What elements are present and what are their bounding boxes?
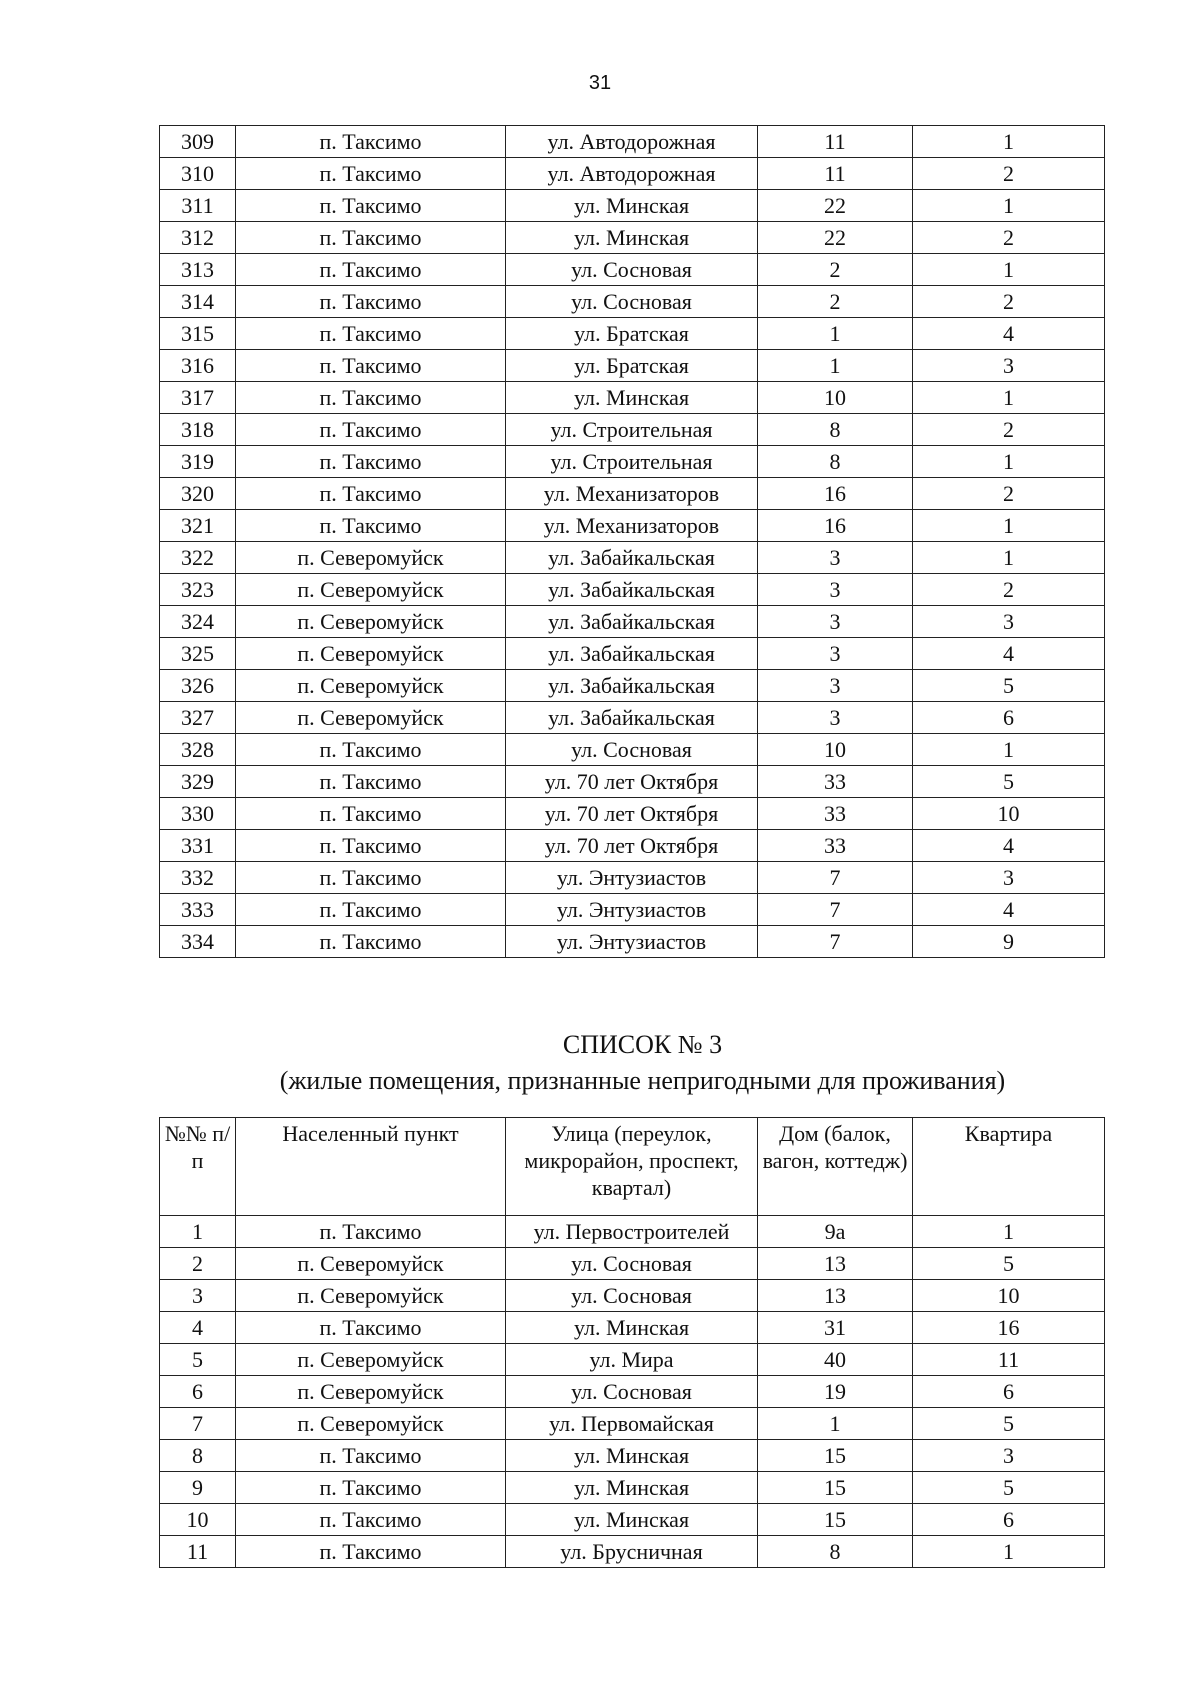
cell-number: 319 [160, 446, 236, 478]
cell-apartment: 1 [913, 734, 1105, 766]
cell-number: 316 [160, 350, 236, 382]
cell-settlement: п. Таксимо [236, 126, 506, 158]
cell-house: 3 [758, 542, 913, 574]
cell-number: 318 [160, 414, 236, 446]
cell-street: ул. Брусничная [506, 1536, 758, 1568]
cell-house: 19 [758, 1376, 913, 1408]
cell-settlement: п. Таксимо [236, 478, 506, 510]
cell-apartment: 1 [913, 1216, 1105, 1248]
cell-house: 22 [758, 222, 913, 254]
cell-house: 15 [758, 1504, 913, 1536]
cell-street: ул. Энтузиастов [506, 862, 758, 894]
table-row [160, 1472, 1105, 1504]
cell-street: ул. Забайкальская [506, 542, 758, 574]
table-row [160, 1408, 1105, 1440]
cell-number: 320 [160, 478, 236, 510]
cell-street: ул. Энтузиастов [506, 894, 758, 926]
cell-number: 312 [160, 222, 236, 254]
table-row [160, 542, 1105, 574]
cell-number: 314 [160, 286, 236, 318]
cell-apartment: 1 [913, 1536, 1105, 1568]
cell-settlement: п. Таксимо [236, 350, 506, 382]
cell-apartment: 5 [913, 1248, 1105, 1280]
cell-apartment: 2 [913, 414, 1105, 446]
cell-settlement: п. Таксимо [236, 1440, 506, 1472]
cell-apartment: 3 [913, 606, 1105, 638]
table-row [160, 318, 1105, 350]
cell-apartment: 4 [913, 318, 1105, 350]
cell-number: 327 [160, 702, 236, 734]
table-row [160, 1248, 1105, 1280]
cell-street: ул. Забайкальская [506, 638, 758, 670]
cell-street: ул. Минская [506, 382, 758, 414]
cell-settlement: п. Таксимо [236, 1472, 506, 1504]
table-row [160, 350, 1105, 382]
cell-settlement: п. Таксимо [236, 1312, 506, 1344]
header-number: №№ п/п [160, 1118, 236, 1216]
cell-street: ул. Сосновая [506, 254, 758, 286]
table-row [160, 478, 1105, 510]
list-3-title: СПИСОК № 3 [562, 1030, 723, 1059]
cell-street: ул. Минская [506, 1440, 758, 1472]
cell-street: ул. Сосновая [506, 1376, 758, 1408]
cell-street: ул. Механизаторов [506, 478, 758, 510]
cell-street: ул. Забайкальская [506, 702, 758, 734]
header-apartment: Квартира [913, 1118, 1105, 1216]
cell-number: 11 [160, 1536, 236, 1568]
table-row [160, 862, 1105, 894]
cell-apartment: 2 [913, 478, 1105, 510]
cell-house: 3 [758, 670, 913, 702]
cell-number: 9 [160, 1472, 236, 1504]
cell-house: 11 [758, 158, 913, 190]
cell-apartment: 9 [913, 926, 1105, 958]
cell-house: 8 [758, 1536, 913, 1568]
cell-settlement: п. Северомуйск [236, 1280, 506, 1312]
cell-apartment: 1 [913, 510, 1105, 542]
cell-apartment: 4 [913, 638, 1105, 670]
cell-number: 329 [160, 766, 236, 798]
cell-street: ул. Первостроителей [506, 1216, 758, 1248]
table-row [160, 670, 1105, 702]
cell-street: ул. Забайкальская [506, 670, 758, 702]
cell-street: ул. Механизаторов [506, 510, 758, 542]
table-row [160, 126, 1105, 158]
cell-number: 5 [160, 1344, 236, 1376]
header-street: Улица (переулок, микрорайон, проспект, квартал) [506, 1118, 758, 1216]
table-row [160, 414, 1105, 446]
cell-street: ул. Минская [506, 1472, 758, 1504]
cell-number: 331 [160, 830, 236, 862]
header-house: Дом (балок, вагон, коттедж) [758, 1118, 913, 1216]
cell-settlement: п. Северомуйск [236, 1408, 506, 1440]
table-row [160, 1440, 1105, 1472]
table-row [160, 190, 1105, 222]
cell-street: ул. Энтузиастов [506, 926, 758, 958]
cell-number: 325 [160, 638, 236, 670]
cell-apartment: 11 [913, 1344, 1105, 1376]
cell-apartment: 1 [913, 126, 1105, 158]
table-row [160, 606, 1105, 638]
cell-settlement: п. Северомуйск [236, 574, 506, 606]
cell-house: 8 [758, 446, 913, 478]
table-row [160, 574, 1105, 606]
cell-street: ул. Забайкальская [506, 574, 758, 606]
cell-house: 2 [758, 254, 913, 286]
cell-house: 7 [758, 862, 913, 894]
cell-settlement: п. Северомуйск [236, 1248, 506, 1280]
cell-street: ул. Первомайская [506, 1408, 758, 1440]
cell-number: 321 [160, 510, 236, 542]
cell-settlement: п. Таксимо [236, 286, 506, 318]
cell-house: 10 [758, 382, 913, 414]
cell-house: 1 [758, 1408, 913, 1440]
cell-apartment: 2 [913, 222, 1105, 254]
cell-number: 317 [160, 382, 236, 414]
cell-number: 323 [160, 574, 236, 606]
cell-street: ул. Братская [506, 318, 758, 350]
cell-settlement: п. Северомуйск [236, 670, 506, 702]
table-row [160, 830, 1105, 862]
cell-house: 7 [758, 894, 913, 926]
housing-table-continued-body [160, 126, 1105, 958]
cell-house: 9а [758, 1216, 913, 1248]
cell-street: ул. Минская [506, 1504, 758, 1536]
table-row [160, 1344, 1105, 1376]
cell-house: 10 [758, 734, 913, 766]
cell-apartment: 5 [913, 1472, 1105, 1504]
cell-street: ул. 70 лет Октября [506, 830, 758, 862]
cell-number: 309 [160, 126, 236, 158]
cell-apartment: 6 [913, 1504, 1105, 1536]
cell-settlement: п. Северомуйск [236, 542, 506, 574]
cell-settlement: п. Таксимо [236, 190, 506, 222]
table-row [160, 766, 1105, 798]
cell-street: ул. Сосновая [506, 1248, 758, 1280]
cell-house: 15 [758, 1440, 913, 1472]
table-row [160, 702, 1105, 734]
cell-house: 3 [758, 574, 913, 606]
table-row [160, 894, 1105, 926]
cell-house: 1 [758, 318, 913, 350]
cell-street: ул. Забайкальская [506, 606, 758, 638]
cell-apartment: 4 [913, 830, 1105, 862]
cell-number: 311 [160, 190, 236, 222]
cell-street: ул. Братская [506, 350, 758, 382]
list-3-subtitle: (жилые помещения, признанные непригодными для проживания) [279, 1066, 1006, 1095]
table-row [160, 1536, 1105, 1568]
table-row [160, 510, 1105, 542]
housing-table-continued [159, 125, 1105, 958]
cell-street: ул. Минская [506, 190, 758, 222]
cell-street: ул. Минская [506, 222, 758, 254]
cell-apartment: 10 [913, 798, 1105, 830]
cell-street: ул. Сосновая [506, 1280, 758, 1312]
cell-number: 310 [160, 158, 236, 190]
cell-apartment: 6 [913, 1376, 1105, 1408]
cell-settlement: п. Северомуйск [236, 1344, 506, 1376]
cell-house: 3 [758, 638, 913, 670]
table-row [160, 1504, 1105, 1536]
cell-apartment: 3 [913, 1440, 1105, 1472]
cell-number: 7 [160, 1408, 236, 1440]
cell-house: 16 [758, 478, 913, 510]
cell-house: 7 [758, 926, 913, 958]
cell-settlement: п. Таксимо [236, 254, 506, 286]
table-row [160, 1376, 1105, 1408]
cell-settlement: п. Таксимо [236, 446, 506, 478]
cell-apartment: 2 [913, 574, 1105, 606]
cell-house: 22 [758, 190, 913, 222]
table-row [160, 798, 1105, 830]
cell-apartment: 16 [913, 1312, 1105, 1344]
cell-street: ул. Мира [506, 1344, 758, 1376]
cell-apartment: 1 [913, 542, 1105, 574]
table-row [160, 382, 1105, 414]
cell-settlement: п. Таксимо [236, 862, 506, 894]
cell-house: 33 [758, 830, 913, 862]
cell-apartment: 1 [913, 254, 1105, 286]
cell-apartment: 5 [913, 670, 1105, 702]
cell-settlement: п. Северомуйск [236, 702, 506, 734]
cell-settlement: п. Таксимо [236, 1536, 506, 1568]
cell-number: 334 [160, 926, 236, 958]
cell-apartment: 2 [913, 286, 1105, 318]
cell-settlement: п. Северомуйск [236, 606, 506, 638]
cell-number: 332 [160, 862, 236, 894]
cell-settlement: п. Таксимо [236, 734, 506, 766]
table-row [160, 1312, 1105, 1344]
cell-settlement: п. Таксимо [236, 798, 506, 830]
header-settlement: Населенный пункт [236, 1118, 506, 1216]
cell-settlement: п. Северомуйск [236, 1376, 506, 1408]
cell-apartment: 6 [913, 702, 1105, 734]
cell-street: ул. Сосновая [506, 734, 758, 766]
cell-number: 10 [160, 1504, 236, 1536]
cell-number: 328 [160, 734, 236, 766]
cell-number: 1 [160, 1216, 236, 1248]
cell-apartment: 1 [913, 190, 1105, 222]
cell-number: 333 [160, 894, 236, 926]
table-row [160, 926, 1105, 958]
cell-house: 16 [758, 510, 913, 542]
table-row [160, 1216, 1105, 1248]
cell-settlement: п. Таксимо [236, 510, 506, 542]
cell-settlement: п. Таксимо [236, 766, 506, 798]
cell-house: 11 [758, 126, 913, 158]
cell-apartment: 4 [913, 894, 1105, 926]
cell-street: ул. 70 лет Октября [506, 798, 758, 830]
cell-house: 33 [758, 798, 913, 830]
cell-number: 330 [160, 798, 236, 830]
cell-apartment: 3 [913, 350, 1105, 382]
cell-house: 31 [758, 1312, 913, 1344]
cell-number: 324 [160, 606, 236, 638]
cell-apartment: 1 [913, 446, 1105, 478]
cell-house: 1 [758, 350, 913, 382]
cell-house: 8 [758, 414, 913, 446]
table-row [160, 222, 1105, 254]
cell-settlement: п. Таксимо [236, 382, 506, 414]
table-row [160, 286, 1105, 318]
cell-settlement: п. Таксимо [236, 1216, 506, 1248]
cell-street: ул. Строительная [506, 446, 758, 478]
table-row [160, 254, 1105, 286]
cell-apartment: 3 [913, 862, 1105, 894]
cell-settlement: п. Таксимо [236, 830, 506, 862]
cell-street: ул. Строительная [506, 414, 758, 446]
cell-house: 13 [758, 1248, 913, 1280]
cell-street: ул. Минская [506, 1312, 758, 1344]
page-number: 31 [588, 72, 612, 94]
table-row [160, 1280, 1105, 1312]
cell-house: 3 [758, 606, 913, 638]
cell-house: 2 [758, 286, 913, 318]
cell-settlement: п. Таксимо [236, 222, 506, 254]
unfit-housing-table-body [160, 1216, 1105, 1568]
cell-settlement: п. Таксимо [236, 158, 506, 190]
table-row [160, 638, 1105, 670]
cell-apartment: 1 [913, 382, 1105, 414]
cell-house: 13 [758, 1280, 913, 1312]
cell-street: ул. Автодорожная [506, 126, 758, 158]
cell-apartment: 5 [913, 766, 1105, 798]
table-header-row [160, 1118, 1105, 1216]
cell-number: 3 [160, 1280, 236, 1312]
cell-number: 2 [160, 1248, 236, 1280]
cell-settlement: п. Таксимо [236, 894, 506, 926]
cell-settlement: п. Таксимо [236, 414, 506, 446]
cell-number: 322 [160, 542, 236, 574]
cell-house: 3 [758, 702, 913, 734]
cell-settlement: п. Таксимо [236, 318, 506, 350]
cell-settlement: п. Северомуйск [236, 638, 506, 670]
cell-settlement: п. Таксимо [236, 926, 506, 958]
cell-house: 33 [758, 766, 913, 798]
cell-apartment: 10 [913, 1280, 1105, 1312]
cell-number: 326 [160, 670, 236, 702]
cell-apartment: 5 [913, 1408, 1105, 1440]
cell-number: 6 [160, 1376, 236, 1408]
cell-street: ул. Автодорожная [506, 158, 758, 190]
cell-number: 4 [160, 1312, 236, 1344]
cell-number: 8 [160, 1440, 236, 1472]
cell-house: 15 [758, 1472, 913, 1504]
table-row [160, 734, 1105, 766]
cell-settlement: п. Таксимо [236, 1504, 506, 1536]
cell-street: ул. Сосновая [506, 286, 758, 318]
cell-apartment: 2 [913, 158, 1105, 190]
cell-number: 313 [160, 254, 236, 286]
cell-house: 40 [758, 1344, 913, 1376]
cell-number: 315 [160, 318, 236, 350]
table-row [160, 446, 1105, 478]
unfit-housing-table [159, 1117, 1105, 1568]
cell-street: ул. 70 лет Октября [506, 766, 758, 798]
table-row [160, 158, 1105, 190]
